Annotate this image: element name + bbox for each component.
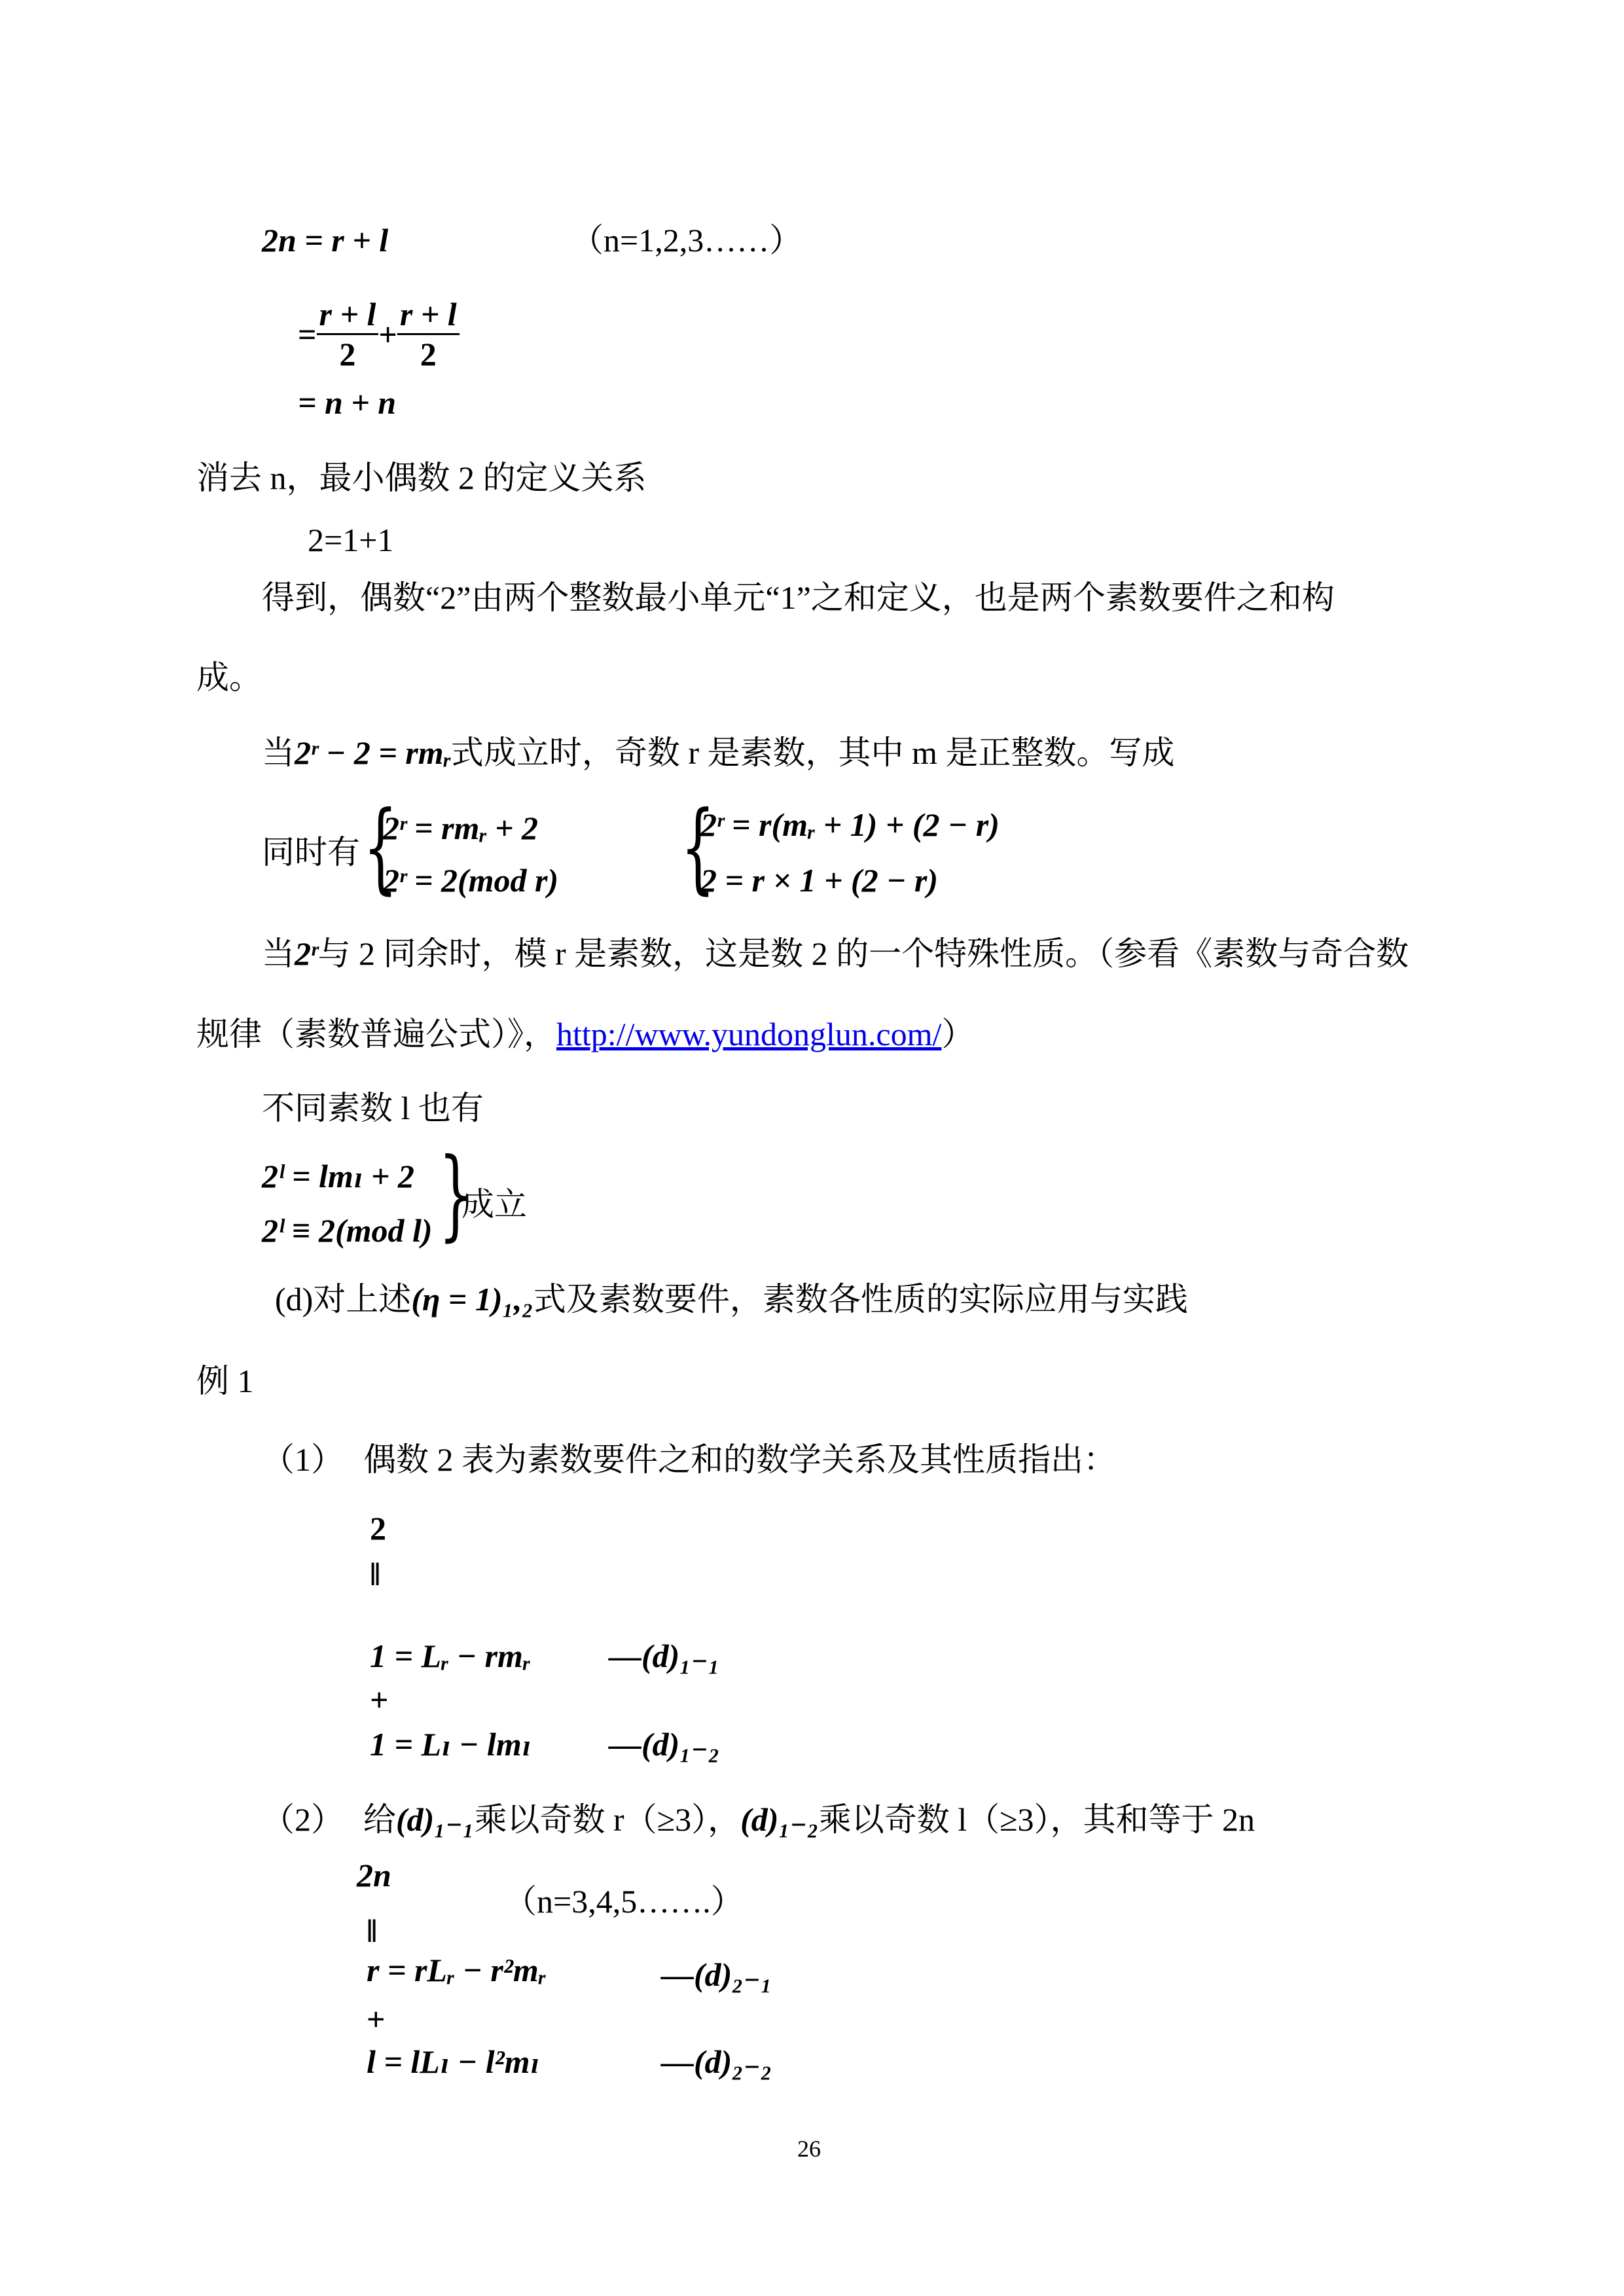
paragraph-d <box>275 1283 1188 1316</box>
item2-plus: + <box>367 2001 386 2037</box>
reference-link[interactable]: http://www.yundonglun.com/ <box>556 1016 942 1052</box>
item1-tag2: —(d)₁₋₂ <box>609 1726 720 1763</box>
eq1-frac-den-left: 2 <box>339 336 356 372</box>
system3-line1: 2ˡ = lmₗ + 2 <box>262 1158 414 1194</box>
eq1-fraction-line <box>298 298 460 370</box>
paragraph-reference <box>196 1018 974 1050</box>
item2-note: （n=3,4,5…….） <box>504 1883 744 1920</box>
item1-text: 偶数 2 表为素数要件之和的数学关系及其性质指出： <box>363 1441 1116 1478</box>
paragraph-eliminate: 消去 n，最小偶数 2 的定义关系 <box>196 459 647 496</box>
eq1-note: （n=1,2,3……） <box>571 222 803 259</box>
system3-label: 成立 <box>461 1186 527 1223</box>
item2-eqsign: ‖ <box>367 1912 378 1949</box>
eq1-equals: = <box>298 315 317 353</box>
example-heading: 例 1 <box>196 1363 254 1399</box>
paragraph-different-prime: 不同素数 l 也有 <box>262 1090 484 1126</box>
item2-text <box>363 1803 1255 1836</box>
item2-row2: l = lLₗ − l²mₗ <box>367 2043 540 2080</box>
paragraph-obtain-line1: 得到，偶数“2”由两个整数最小单元“1”之和定义，也是两个素数要件之和构 <box>262 579 1335 616</box>
when-suffix: 式成立时，奇数 r 是素数，其中 m 是正整数。写成 <box>450 734 1175 771</box>
paragraph-congruent <box>262 937 1409 970</box>
item2-text-a: 给 <box>363 1801 396 1838</box>
congruent-suffix: 与 2 同余时，模 r 是素数，这是数 2 的一个特殊性质。（参看《素数与奇合数 <box>317 935 1409 972</box>
item2-top: 2n <box>357 1857 391 1893</box>
reference-suffix: ） <box>941 1016 975 1052</box>
eq1-frac-num-right: r + l <box>397 298 460 335</box>
item1-row2: 1 = Lₗ − lmₗ <box>370 1726 532 1763</box>
item1-eqsign: ‖ <box>370 1556 381 1592</box>
system2-line2: 2 = r × 1 + (2 − r) <box>700 862 938 899</box>
eq1-plus: + <box>378 315 397 353</box>
when-prefix: 当 <box>262 734 295 771</box>
item1-row1: 1 = Lᵣ − rmᵣ <box>370 1638 531 1674</box>
system3-line2: 2ˡ ≡ 2(mod l) <box>262 1212 433 1249</box>
paragraph-when <box>262 736 1174 769</box>
d-formula: (η = 1)₁,₂ <box>411 1281 533 1318</box>
when-formula: 2ʳ − 2 = rmᵣ <box>295 734 451 771</box>
eq1-lhs: 2n = r + l <box>262 222 389 259</box>
congruent-formula: 2ʳ <box>295 935 318 972</box>
system1-label: 同时有 <box>262 834 360 870</box>
d-prefix: (d)对上述 <box>275 1281 412 1318</box>
eq1-line3: = n + n <box>298 384 397 421</box>
eq1-fraction-left <box>317 298 379 370</box>
item1-number: （1） <box>262 1441 344 1478</box>
item1-tag1: —(d)₁₋₁ <box>609 1638 720 1674</box>
item2-tag1: —(d)₂₋₁ <box>661 1956 772 1993</box>
item2-row1: r = rLᵣ − r²mᵣ <box>367 1952 546 1988</box>
system2-brace: { <box>681 791 715 905</box>
paragraph-obtain-line2: 成。 <box>196 659 262 696</box>
item2-d1: (d)₁₋₁ <box>396 1801 475 1838</box>
item2-number-text: （2） <box>262 1801 344 1838</box>
page-number: 26 <box>797 2136 821 2162</box>
eq1-frac-num-left: r + l <box>317 298 379 335</box>
item1-top: 2 <box>370 1510 386 1547</box>
system1-line2: 2ʳ = 2(mod r) <box>383 862 559 899</box>
congruent-prefix: 当 <box>262 935 295 972</box>
reference-prefix: 规律（素数普遍公式）》， <box>196 1016 556 1052</box>
item2-text-c: 乘以奇数 l（≥3），其和等于 2n <box>818 1801 1255 1838</box>
d-suffix: 式及素数要件，素数各性质的实际应用与实践 <box>533 1281 1188 1318</box>
eq1-fraction-right <box>397 298 460 370</box>
item2-number <box>262 1803 344 1836</box>
equation-2-equals-1-plus-1: 2=1+1 <box>308 522 394 558</box>
system1-line1: 2ʳ = rmᵣ + 2 <box>383 810 539 846</box>
item2-tag2: —(d)₂₋₂ <box>661 2043 772 2080</box>
system3-brace: } <box>439 1138 473 1251</box>
item2-d2: (d)₁₋₂ <box>740 1801 819 1838</box>
system2-line1: 2ʳ = r(mᵣ + 1) + (2 − r) <box>700 806 1000 843</box>
item1-plus: + <box>370 1681 389 1718</box>
system1-brace: { <box>363 791 398 905</box>
item2-text-b: 乘以奇数 r（≥3）， <box>474 1801 741 1838</box>
eq1-frac-den-right: 2 <box>420 336 437 372</box>
